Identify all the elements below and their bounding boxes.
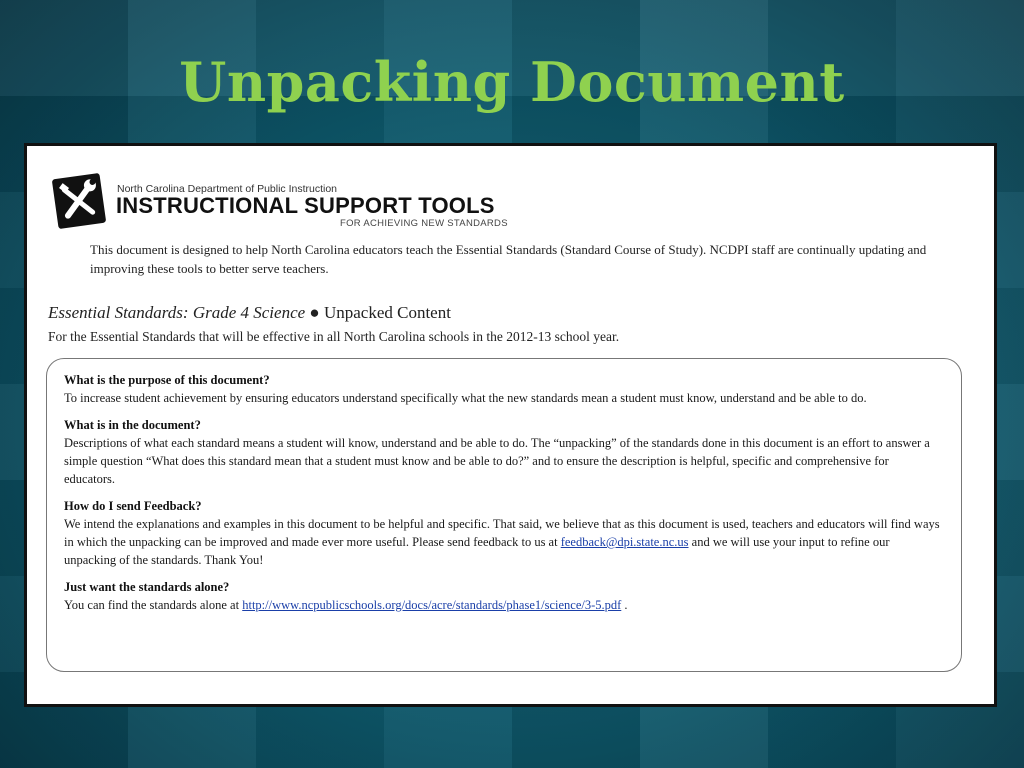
slide-title: Unpacking Document (179, 50, 845, 114)
intro-paragraph: This document is designed to help North Carolina educators teach the Essential Standards (Standard Course of Study). NCDPI staff are continually updating and improving these tools to better serve teachers. (90, 242, 927, 276)
org-name: North Carolina Department of Public Instruction (117, 183, 338, 195)
faq-answer-text: . (621, 598, 628, 612)
faq-question: How do I send Feedback? (64, 499, 202, 513)
faq-item-standards-alone (64, 578, 941, 614)
faq-answer-text: We intend the explanations and examples in this document to be helpful and specific. That said, we believe that as this document is used, teachers and educators will find ways in which the unpacking can be improved and made ever more useful. Please send feedback to us at (64, 517, 940, 549)
wrench-screwdriver-icon (51, 170, 107, 232)
faq-answer (64, 515, 941, 569)
faq-question: What is the purpose of this document? (64, 373, 270, 387)
effective-statement: For the Essential Standards that will be effective in all North Carolina schools in the 2012-13 school year. (48, 329, 620, 344)
feedback-email-link[interactable]: feedback@dpi.state.nc.us (560, 535, 689, 549)
faq-answer-text: and we will use your input to refine our unpacking of the standards. Thank You! (64, 535, 890, 567)
document-image (24, 143, 997, 707)
tools-tagline: FOR ACHIEVING NEW STANDARDS (340, 218, 508, 229)
faq-answer: Descriptions of what each standard means a student will know, understand and be able to do. The “unpacking” of the standards done in this document is an effort to answer a simple question “What does this standard mean that a student must know and be able to do?” and to ensure the description is helpful, specific and comprehensive for educators. (64, 436, 930, 486)
faq-answer-text: You can find the standards alone at (64, 598, 243, 612)
faq-box (46, 358, 962, 672)
standards-title-grade: Essential Standards: Grade 4 Science (48, 303, 306, 322)
faq-answer (64, 596, 941, 614)
faq-item-feedback (64, 497, 941, 569)
faq-question: What is in the document? (64, 418, 201, 432)
faq-answer: To increase student achievement by ensuring educators understand specifically what the new standards mean a student must know, understand and be able to do. (64, 391, 867, 405)
bullet: ● (309, 303, 320, 322)
standards-title-rest: Unpacked Content (323, 303, 451, 322)
faq-item-contents (64, 416, 941, 488)
tools-heading: INSTRUCTIONAL SUPPORT TOOLS (116, 193, 495, 218)
faq-question: Just want the standards alone? (64, 580, 230, 594)
standards-pdf-link[interactable]: http://www.ncpublicschools.org/docs/acre/standards/phase1/science/3-5.pdf (242, 598, 622, 612)
standards-title (48, 303, 451, 323)
faq-item-purpose (64, 371, 941, 407)
